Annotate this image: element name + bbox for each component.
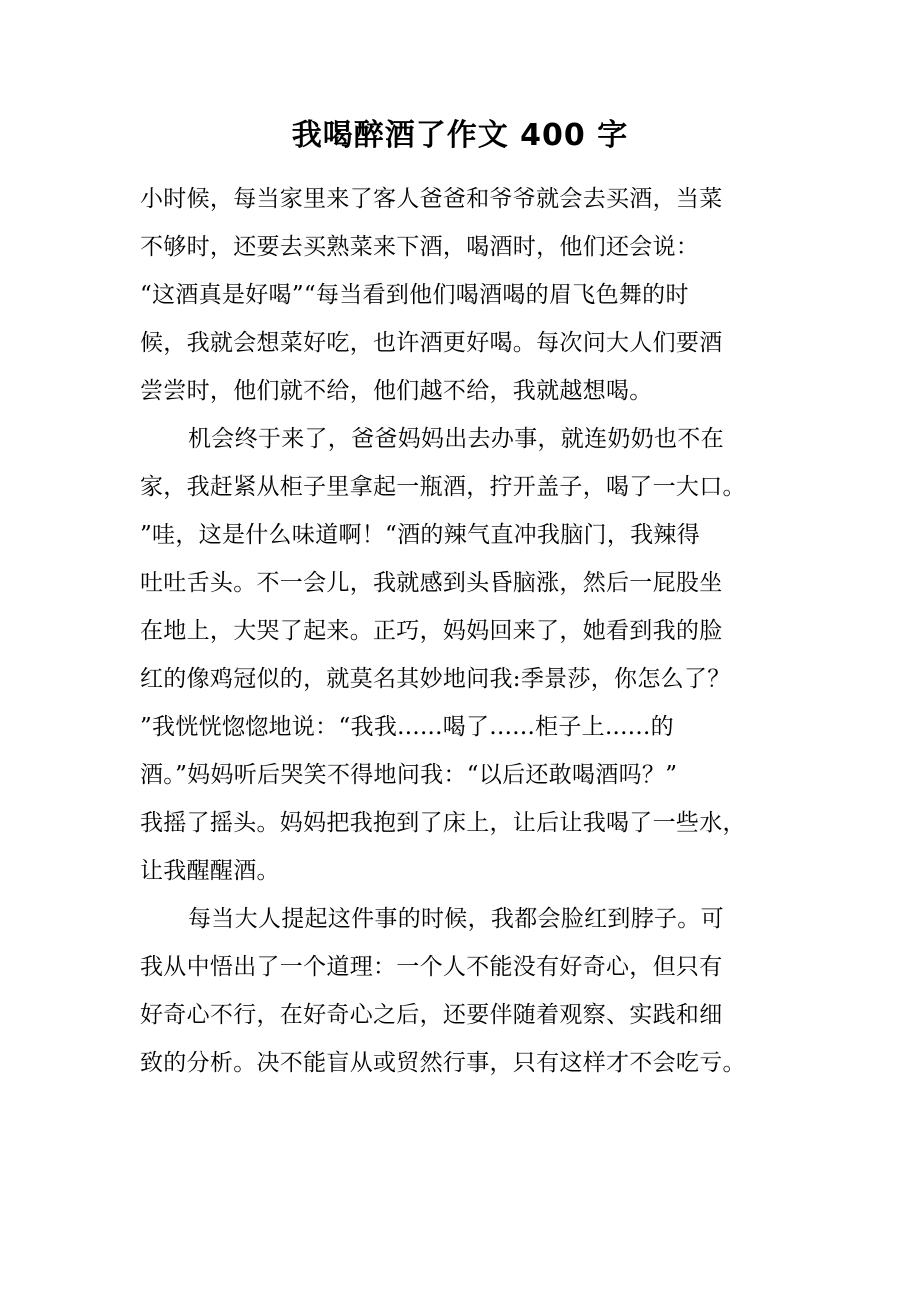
text-line: ”我恍恍惚惚地说：“我我......喝了......柜子上......的 [140, 714, 674, 740]
text-line: 酒。”妈妈听后哭笑不得地问我：“以后还敢喝酒吗？” [140, 762, 678, 788]
page-title: 我喝醉酒了作文 400 字 [291, 118, 629, 153]
text-line: 家，我赶紧从柜子里拿起一瓶酒，拧开盖子，喝了一大口。 [140, 474, 746, 500]
text-line: 尝尝时，他们就不给，他们越不给，我就越想喝。 [140, 378, 653, 404]
text-line: 我从中悟出了一个道理：一个人不能没有好奇心，但只有 [140, 954, 723, 980]
text-line: 小时候，每当家里来了客人爸爸和爷爷就会去买酒，当菜 [140, 186, 723, 212]
text-line: 红的像鸡冠似的，就莫名其妙地问我:季景莎，你怎么了？ [140, 666, 731, 692]
text-line: 吐吐舌头。不一会儿，我就感到头昏脑涨，然后一屁股坐 [140, 570, 723, 596]
text-line: 让我醒醒酒。 [140, 858, 280, 884]
text-line: 好奇心不行，在好奇心之后，还要伴随着观察、实践和细 [140, 1002, 723, 1028]
text-line: 我摇了摇头。妈妈把我抱到了床上，让后让我喝了一些水， [140, 810, 746, 836]
text-line: 每当大人提起这件事的时候，我都会脸红到脖子。可 [188, 906, 724, 932]
text-line: 不够时，还要去买熟菜来下酒，喝酒时，他们还会说： [140, 234, 700, 260]
text-line: “这酒真是好喝”“每当看到他们喝酒喝的眉飞色舞的时 [140, 282, 689, 308]
text-line: ”哇，这是什么味道啊！“酒的辣气直冲我脑门，我辣得 [140, 522, 701, 548]
text-line: 候，我就会想菜好吃，也许酒更好喝。每次问大人们要酒 [140, 330, 723, 356]
text-line: 在地上，大哭了起来。正巧，妈妈回来了，她看到我的脸 [140, 618, 723, 644]
text-line: 机会终于来了，爸爸妈妈出去办事，就连奶奶也不在 [188, 426, 724, 452]
text-line: 致的分析。决不能盲从或贸然行事，只有这样才不会吃亏。 [140, 1050, 746, 1076]
